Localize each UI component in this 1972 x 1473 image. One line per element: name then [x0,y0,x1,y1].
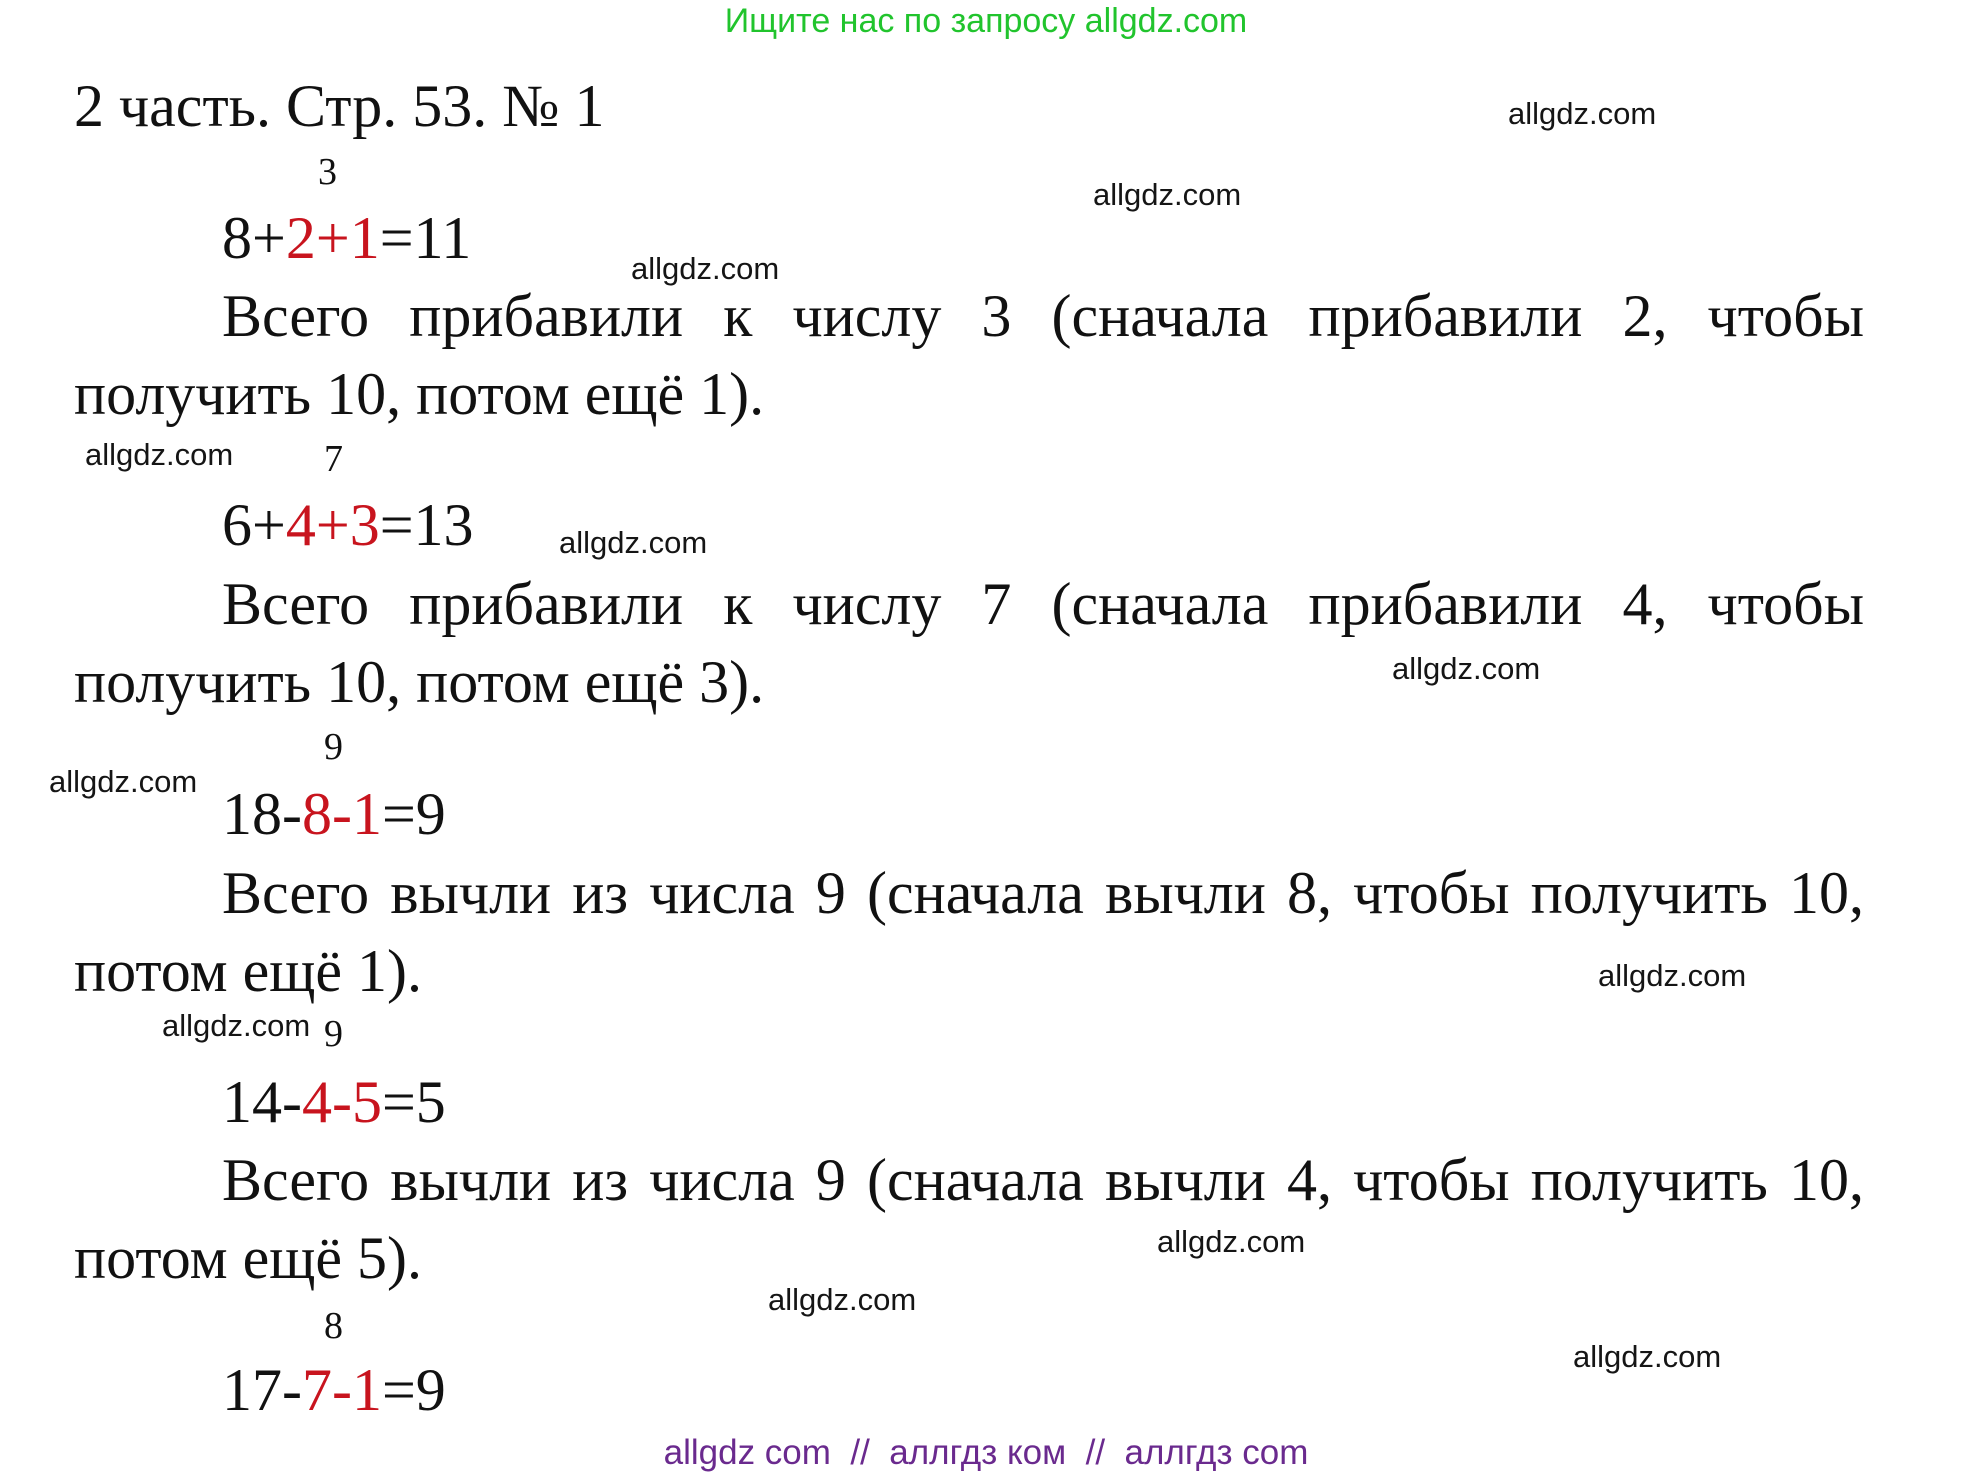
eq-result: =11 [379,205,472,271]
task-5-hint: 8 [324,1305,343,1347]
eq-operator: - [282,781,302,847]
eq-highlight-part: 3 [349,492,380,558]
task-4-equation [222,1068,446,1137]
eq-operand: 17 [222,1357,282,1423]
watermark: allgdz.com [1392,651,1541,686]
task-4-hint: 9 [324,1013,343,1055]
eq-operand: 14 [222,1069,282,1135]
eq-highlight-part: 4 [301,1069,332,1135]
eq-operator: + [252,205,286,271]
watermark: allgdz.com [768,1282,917,1317]
watermark: allgdz.com [49,764,198,799]
search-banner: Ищите нас по запросу allgdz.com [724,2,1248,40]
eq-highlight-operator: + [315,492,350,558]
watermark: allgdz.com [1508,96,1657,131]
explanation-line: Всего вычли из числа 9 (сначала вычли 4, чтобы получить 10, [222,1147,1864,1213]
eq-operand: 6 [222,492,252,558]
eq-result: =5 [381,1069,446,1135]
task-2-equation [222,491,474,560]
eq-operator: - [282,1069,302,1135]
explanation-line: потом ещё 5). [74,1225,423,1291]
task-5-equation [222,1356,446,1425]
task-1-hint: 3 [318,151,337,193]
explanation-line: Всего вычли из числа 9 (сначала вычли 8, чтобы получить 10, [222,860,1864,926]
watermark: allgdz.com [162,1008,311,1043]
eq-operator: + [252,492,286,558]
eq-result: =9 [381,781,446,847]
eq-highlight-part: 2 [285,205,316,271]
eq-operand: 8 [222,205,252,271]
eq-result: =9 [381,1357,446,1423]
watermark: allgdz.com [1573,1339,1722,1374]
eq-highlight-part: 8 [301,781,332,847]
task-4-explanation [74,1141,1864,1297]
eq-highlight-operator: - [331,1069,352,1135]
eq-highlight-part: 1 [349,205,380,271]
task-3-explanation [74,854,1864,1010]
watermark: allgdz.com [631,251,780,286]
task-1-equation [222,204,471,273]
explanation-line: Всего прибавили к числу 3 (сначала прибавили 2, чтобы [222,283,1864,349]
watermark: allgdz.com [559,525,708,560]
task-2-explanation [74,565,1864,721]
watermark: allgdz.com [1093,177,1242,212]
task-1-explanation [74,277,1864,433]
page-title: 2 часть. Стр. 53. № 1 [74,73,605,139]
eq-result: =13 [379,492,474,558]
eq-operand: 18 [222,781,282,847]
task-3-equation [222,780,446,849]
eq-highlight-part: 5 [351,1069,382,1135]
eq-highlight-part: 4 [285,492,316,558]
explanation-line: Всего прибавили к числу 7 (сначала прибавили 4, чтобы [222,571,1864,637]
eq-highlight-operator: + [315,205,350,271]
explanation-line: получить 10, потом ещё 3). [74,649,765,715]
watermark: allgdz.com [1157,1224,1306,1259]
eq-operator: - [282,1357,302,1423]
task-2-hint: 7 [324,438,343,480]
eq-highlight-part: 7 [301,1357,332,1423]
explanation-line: получить 10, потом ещё 1). [74,361,765,427]
watermark: allgdz.com [1598,958,1747,993]
eq-highlight-operator: - [331,781,352,847]
eq-highlight-operator: - [331,1357,352,1423]
watermark: allgdz.com [85,437,234,472]
eq-highlight-part: 1 [351,1357,382,1423]
explanation-line: потом ещё 1). [74,938,423,1004]
task-3-hint: 9 [324,726,343,768]
eq-highlight-part: 1 [351,781,382,847]
footer-watermark: allgdz com // аллгдз ком // аллгдз com [663,1433,1309,1472]
